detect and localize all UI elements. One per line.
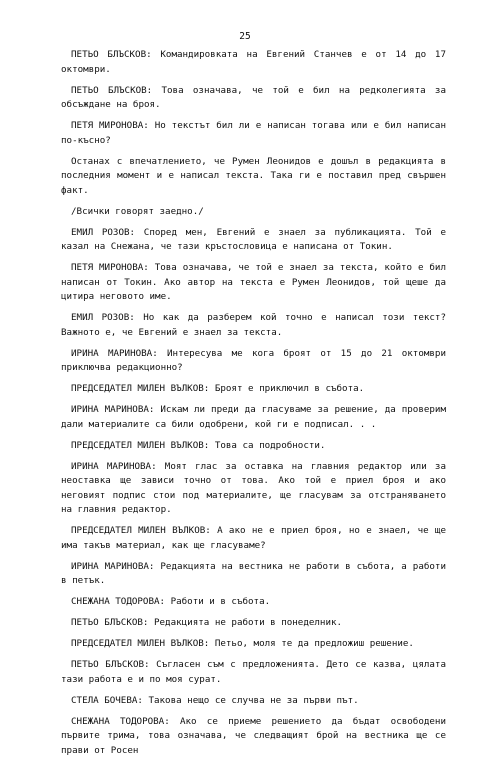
paragraph: ЕМИЛ РОЗОВ: Според мен, Евгений е знаел за публикацията. Той е казал на Снежана, че тази кръстословица е написана от Токин. [61,226,446,252]
paragraph: /Всички говорят заедно./ [71,205,204,217]
paragraph: СНЕЖАНА ТОДОРОВА: Ако се приеме решението да бъдат освободени първите трима, това означава, че следващият брой на вестника ще се прави от Росен [61,715,446,756]
paragraph: ЕМИЛ РОЗОВ: Но как да разберем кой точно е написал този текст? Важното е, че Евгений е знаел за текста. [61,312,446,338]
paragraph: ИРИНА МАРИНОВА: Искам ли преди да гласуваме за решение, да проверим дали материалите са били одобрени, кой ги е подписал. . . [61,404,446,430]
paragraph: ИРИНА МАРИНОВА: Редакцията на вестника не работи в събота, а работи в петък. [61,560,446,586]
paragraph: ИРИНА МАРИНОВА: Моят глас за оставка на главния редактор или за неоставка ще зависи точно от това. Ако той е приел броя и ако неговият подпис стои под материалите, ще гласувам за отстраняването на главния редактор. [61,460,446,515]
paragraph: СТЕЛА БОЧЕВА: Такова нещо се случва не за първи път. [71,694,359,706]
transcript-body [61,48,446,765]
paragraph: СНЕЖАНА ТОДОРОВА: Работи и в събота. [71,596,271,607]
paragraph: ПРЕДСЕДАТЕЛ МИЛЕН ВЪЛКОВ: Петьо, моля те да предложиш решение. [71,638,414,649]
paragraph: ПРЕДСЕДАТЕЛ МИЛЕН ВЪЛКОВ: Броят е приключил в събота. [71,383,365,394]
paragraph: ПРЕДСЕДАТЕЛ МИЛЕН ВЪЛКОВ: Това са подробности. [71,439,326,451]
paragraph: ПЕТЯ МИРОНОВА: Но текстът бил ли е написан тогава или е бил написан по-късно? [61,120,446,146]
paragraph: ПЕТЬО БЛЪСКОВ: Съгласен съм с предложенията. Дето се казва, цялата тази работа е и по моя сурат. [61,659,446,685]
paragraph: ПЕТЬО БЛЪСКОВ: Командировката на Евгений Станчев е от 14 до 17 октомври. [61,49,446,75]
page-number: 25 [239,31,251,42]
paragraph: Останах с впечатлението, че Румен Леонидов е дошъл в редакцията в последния момент и е написал текста. Така ги е поставил пред свършен факт. [61,155,446,196]
paragraph: ПЕТЬО БЛЪСКОВ: Това означава, че той е бил на редколегията за обсъждане на броя. [61,84,446,110]
paragraph: ПРЕДСЕДАТЕЛ МИЛЕН ВЪЛКОВ: А ако не е приел броя, но е знаел, че ще има такъв материал, как ще гласуваме? [61,525,446,551]
paragraph: ИРИНА МАРИНОВА: Интересува ме кога броят от 15 до 21 октомври приключва редакционно? [61,347,446,373]
paragraph: ПЕТЬО БЛЪСКОВ: Редакцията не работи в понеделник. [71,617,343,628]
paragraph: ПЕТЯ МИРОНОВА: Това означава, че той е знаел за текста, който е бил написан от Токин. Ако автор на текста е Румен Леонидов, той щеше да цитира неговото име. [61,262,446,302]
